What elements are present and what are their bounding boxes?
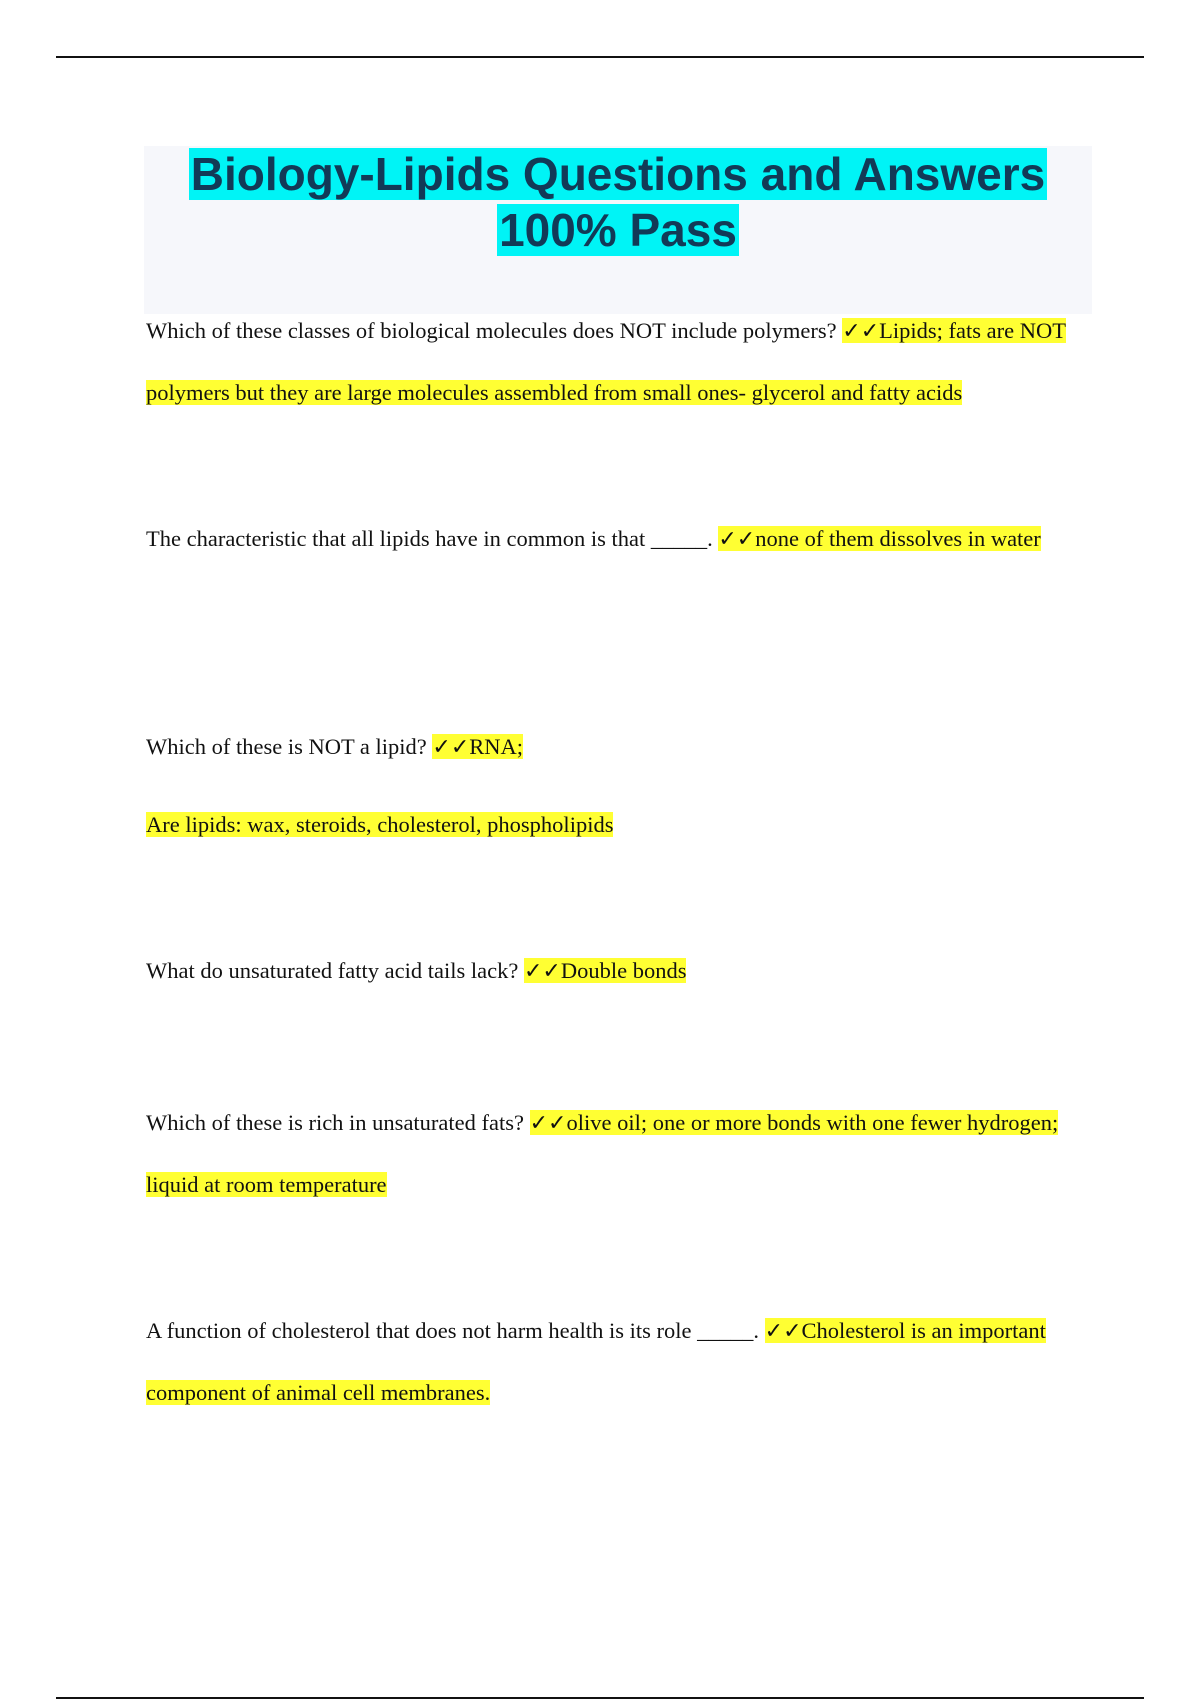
question-3: Which of these is NOT a lipid? bbox=[146, 734, 433, 759]
answer-1-text: Lipids; fats are NOT polymers but they are large molecules assembled from small ones- glycerol and fatty acids bbox=[146, 318, 1066, 405]
question-4: What do unsaturated fatty acid tails lack? bbox=[146, 958, 524, 983]
question-1: Which of these classes of biological molecules does NOT include polymers? bbox=[146, 318, 843, 343]
answer-6-text: Cholesterol is an important component of animal cell membranes. bbox=[146, 1318, 1046, 1405]
answer-2-text: none of them dissolves in water bbox=[755, 526, 1041, 551]
bottom-rule bbox=[56, 1697, 1144, 1699]
answer-3 bbox=[432, 734, 523, 759]
qa-item-2 bbox=[146, 508, 1086, 570]
answer-3-text: RNA; bbox=[469, 734, 524, 759]
qa-item-6 bbox=[146, 1300, 1086, 1423]
check-icon: ✓✓ bbox=[523, 959, 561, 984]
question-5: Which of these is rich in unsaturated fats? bbox=[146, 1110, 530, 1135]
answer-4 bbox=[524, 958, 687, 983]
answer-5-text: olive oil; one or more bonds with one fewer hydrogen; liquid at room temperature bbox=[146, 1110, 1059, 1197]
question-2: The characteristic that all lipids have in common is that _____. bbox=[146, 526, 719, 551]
check-icon: ✓✓ bbox=[529, 1111, 567, 1136]
title-line-2: 100% Pass bbox=[499, 204, 737, 256]
qa-item-1 bbox=[146, 300, 1086, 423]
check-icon: ✓✓ bbox=[764, 1319, 802, 1344]
qa-item-5 bbox=[146, 1092, 1086, 1215]
check-icon: ✓✓ bbox=[432, 735, 470, 760]
top-rule bbox=[56, 56, 1144, 58]
answer-2 bbox=[718, 526, 1040, 551]
check-icon: ✓✓ bbox=[718, 527, 756, 552]
check-icon: ✓✓ bbox=[842, 319, 880, 344]
qa-item-4 bbox=[146, 940, 1086, 1002]
answer-3-extra: Are lipids: wax, steroids, cholesterol, phospholipids bbox=[146, 812, 614, 837]
answer-4-text: Double bonds bbox=[560, 958, 687, 983]
title-line-1: Biology-Lipids Questions and Answers bbox=[190, 148, 1046, 200]
title-box bbox=[144, 146, 1092, 314]
qa-item-3 bbox=[146, 716, 1086, 855]
question-6: A function of cholesterol that does not harm health is its role _____. bbox=[146, 1318, 765, 1343]
document-title bbox=[144, 146, 1092, 258]
